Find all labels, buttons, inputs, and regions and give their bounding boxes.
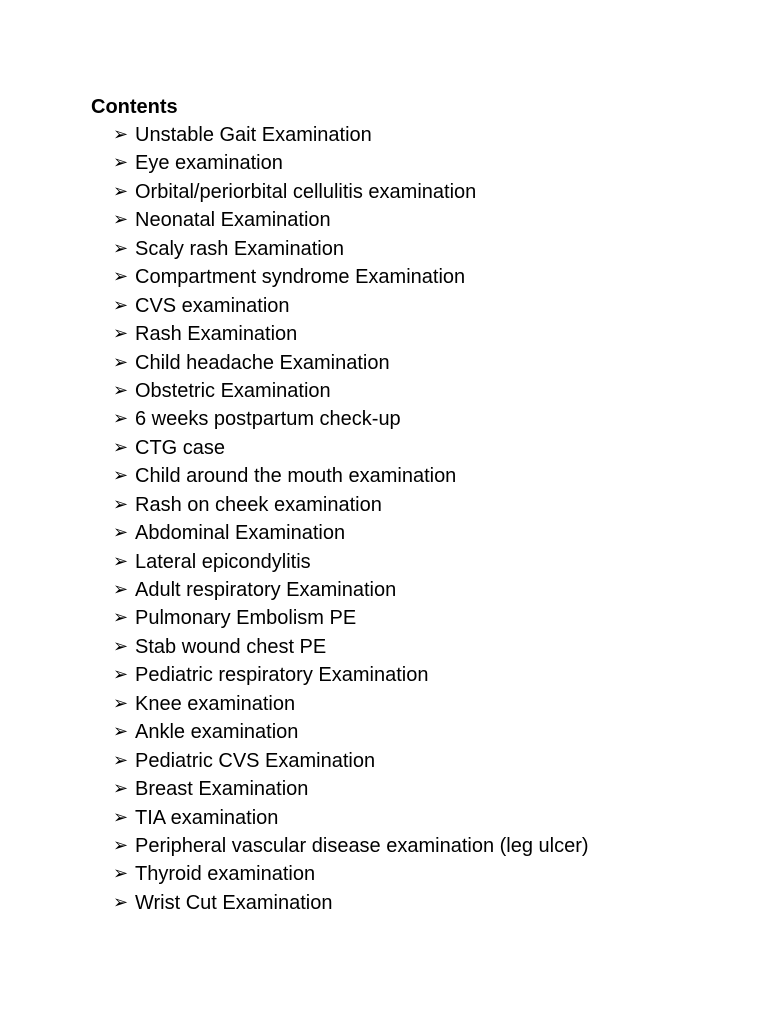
contents-list-item (113, 548, 589, 576)
arrow-bullet-icon: ➢ (113, 124, 129, 145)
contents-list-item (113, 263, 589, 291)
arrow-bullet-icon: ➢ (113, 408, 129, 430)
contents-item-label: Pediatric respiratory Examination (135, 664, 429, 687)
contents-list-item (113, 519, 589, 547)
contents-list-item (113, 804, 589, 832)
arrow-bullet-icon: ➢ (113, 692, 129, 714)
contents-list-item (113, 121, 589, 149)
contents-item-label: Adult respiratory Examination (135, 579, 397, 601)
contents-list-item (113, 747, 589, 775)
contents-list-item (113, 149, 589, 177)
contents-list-item (113, 491, 589, 519)
arrow-bullet-icon: ➢ (113, 522, 129, 544)
contents-item-label: Child headache Examination (135, 351, 390, 374)
contents-item-label: Child around the mouth examination (135, 465, 457, 488)
arrow-bullet-icon: ➢ (113, 351, 129, 373)
contents-list-item (113, 661, 589, 689)
contents-item-label: Eye examination (135, 152, 283, 175)
contents-item-label: Rash Examination (135, 323, 298, 346)
contents-item-label: Ankle examination (135, 721, 299, 744)
contents-item-label: Rash on cheek examination (135, 493, 382, 516)
contents-item-label: Knee examination (135, 692, 296, 715)
contents-list-item (113, 235, 589, 263)
contents-item-label: Abdominal Examination (135, 522, 346, 545)
contents-item-label: Scaly rash Examination (135, 237, 344, 260)
contents-item-label: CTG case (135, 436, 226, 459)
arrow-bullet-icon: ➢ (113, 635, 129, 657)
arrow-bullet-icon: ➢ (113, 550, 129, 572)
contents-item-label: Unstable Gait Examination (135, 124, 372, 146)
contents-list-item (113, 718, 589, 746)
contents-item-label: Lateral epicondylitis (135, 550, 311, 573)
arrow-bullet-icon: ➢ (113, 436, 129, 458)
contents-item-label: Thyroid examination (135, 863, 316, 886)
arrow-bullet-icon: ➢ (113, 152, 129, 174)
contents-list-item (113, 377, 589, 405)
contents-list-item (113, 889, 589, 917)
contents-item-label: Breast Examination (135, 778, 309, 801)
contents-item-label: Wrist Cut Examination (135, 891, 333, 914)
contents-list-item (113, 206, 589, 234)
contents-list-item (113, 690, 589, 718)
contents-list-item (113, 860, 589, 888)
arrow-bullet-icon: ➢ (113, 806, 129, 828)
contents-item-label: Stab wound chest PE (135, 635, 327, 658)
arrow-bullet-icon: ➢ (113, 891, 129, 913)
contents-item-label: Obstetric Examination (135, 379, 331, 402)
contents-list-item (113, 405, 589, 433)
contents-list-item (113, 178, 589, 206)
arrow-bullet-icon: ➢ (113, 237, 129, 259)
arrow-bullet-icon: ➢ (113, 180, 129, 202)
contents-item-label: CVS examination (135, 294, 290, 317)
contents-item-label: TIA examination (135, 806, 279, 829)
contents-list-item (113, 775, 589, 803)
arrow-bullet-icon: ➢ (113, 863, 129, 885)
arrow-bullet-icon: ➢ (113, 266, 129, 288)
arrow-bullet-icon: ➢ (113, 778, 129, 800)
contents-list-item (113, 320, 589, 348)
contents-list-item (113, 292, 589, 320)
contents-item-label: Peripheral vascular disease examination (leg ulcer) (135, 834, 589, 857)
contents-list-item (113, 349, 589, 377)
arrow-bullet-icon: ➢ (113, 721, 129, 743)
arrow-bullet-icon: ➢ (113, 493, 129, 515)
arrow-bullet-icon: ➢ (113, 579, 129, 600)
contents-list-item (113, 462, 589, 490)
arrow-bullet-icon: ➢ (113, 749, 129, 771)
contents-item-label: Compartment syndrome Examination (135, 266, 466, 289)
arrow-bullet-icon: ➢ (113, 323, 129, 345)
contents-item-label: Neonatal Examination (135, 209, 331, 232)
contents-list-item (113, 604, 589, 632)
contents-list-item (113, 633, 589, 661)
contents-item-label: Pulmonary Embolism PE (135, 607, 357, 630)
contents-heading: Contents (91, 96, 178, 118)
arrow-bullet-icon: ➢ (113, 465, 129, 487)
contents-item-label: Pediatric CVS Examination (135, 749, 376, 772)
contents-item-label: Orbital/periorbital cellulitis examination (135, 180, 477, 203)
arrow-bullet-icon: ➢ (113, 664, 129, 686)
arrow-bullet-icon: ➢ (113, 209, 129, 231)
contents-item-label: 6 weeks postpartum check-up (135, 408, 401, 431)
arrow-bullet-icon: ➢ (113, 834, 129, 856)
contents-list-item (113, 576, 589, 604)
contents-list-item (113, 832, 589, 860)
arrow-bullet-icon: ➢ (113, 294, 129, 316)
arrow-bullet-icon: ➢ (113, 607, 129, 629)
arrow-bullet-icon: ➢ (113, 379, 129, 401)
contents-list-item (113, 434, 589, 462)
contents-list (113, 121, 589, 917)
